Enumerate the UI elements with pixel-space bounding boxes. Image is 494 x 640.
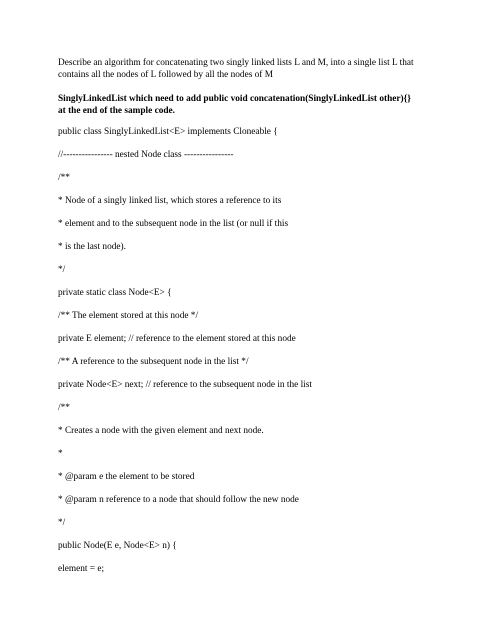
code-line: private static class Node<E> { bbox=[58, 288, 172, 298]
code-line: public Node(E e, Node<E> n) { bbox=[58, 541, 177, 551]
code-line: /** bbox=[58, 403, 70, 413]
code-line: /** The element stored at this node */ bbox=[58, 311, 199, 321]
code-line: * Creates a node with the given element and next node. bbox=[58, 426, 264, 436]
code-line: private Node<E> next; // reference to the subsequent node in the list bbox=[58, 380, 312, 390]
code-line: private E element; // reference to the element stored at this node bbox=[58, 334, 296, 344]
code-line: * element and to the subsequent node in the list (or null if this bbox=[58, 219, 289, 229]
code-line: element = e; bbox=[58, 564, 105, 574]
task-line-1: SinglyLinkedList which need to add public void concatenation(SinglyLinkedList other){} bbox=[58, 94, 411, 104]
task-line-2: at the end of the sample code. bbox=[58, 106, 175, 116]
code-line: * Node of a singly linked list, which stores a reference to its bbox=[58, 196, 282, 206]
code-line: */ bbox=[58, 518, 66, 528]
code-line: /** A reference to the subsequent node in the list */ bbox=[58, 357, 249, 367]
code-line: */ bbox=[58, 265, 66, 275]
code-line: * is the last node). bbox=[58, 242, 126, 252]
intro-line-1: Describe an algorithm for concatenating two singly linked lists L and M, into a single list L that bbox=[58, 58, 414, 68]
code-line: //---------------- nested Node class ---------------- bbox=[58, 150, 234, 160]
code-line: * @param e the element to be stored bbox=[58, 472, 195, 482]
code-line: * bbox=[58, 449, 63, 459]
code-line: public class SinglyLinkedList<E> implements Cloneable { bbox=[58, 127, 278, 137]
code-line: /** bbox=[58, 173, 70, 183]
code-line: * @param n reference to a node that should follow the new node bbox=[58, 495, 299, 505]
intro-line-2: contains all the nodes of L followed by all the nodes of M bbox=[58, 70, 273, 80]
